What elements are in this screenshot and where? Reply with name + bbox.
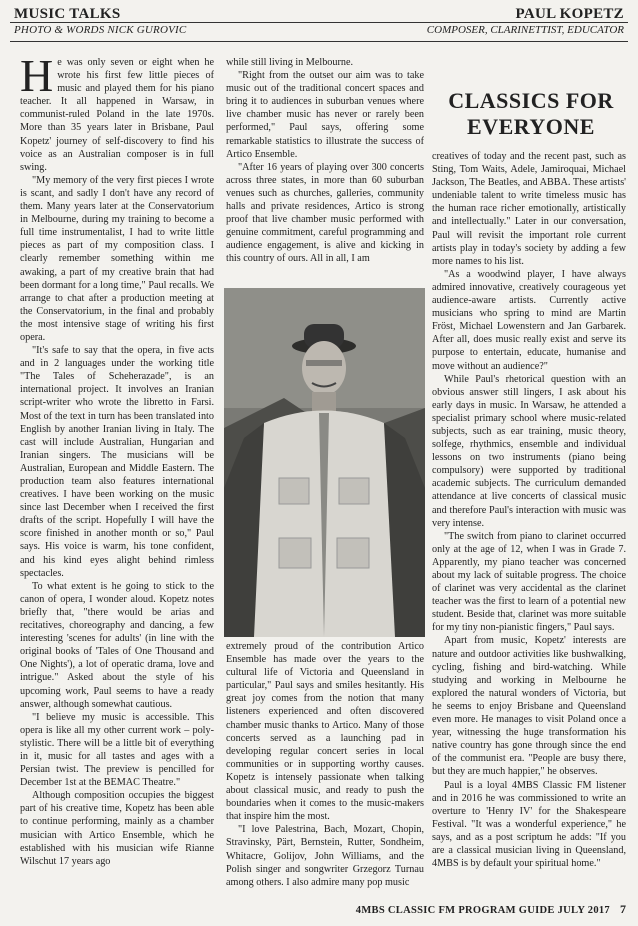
page-number: 7 <box>620 902 626 916</box>
portrait-photo-icon <box>224 288 425 637</box>
header-divider <box>10 22 628 23</box>
paragraph: "I believe my music is accessible. This opera is like all my other current work – poly-stylistic. There will be a little bit of everything in it, music for all tastes and ages with a Persian twist. The preview is pencilled for December 1st at the BEMAC Theatre." <box>20 711 214 789</box>
headline-line-2: EVERYONE <box>467 114 595 139</box>
subject-roles: COMPOSER, CLARINETTIST, EDUCATOR <box>426 24 624 36</box>
paragraph: Although composition occupies the biggest part of his creative time, Kopetz has been able to continue performing, mainly as a chamber musician with Artico Ensemble, which he established with his musician wife Rianne Wilschut 17 years ago <box>20 790 214 867</box>
footer-publication: 4MBS CLASSIC FM PROGRAM GUIDE JULY 2017 <box>355 905 610 916</box>
paragraph: He was only seven or eight when he wrote his first few little pieces of music and played them for his piano teacher. It all happened in Warsaw, in communist-ruled Poland in the late 1970s. More than 35 years later in Brisbane, Paul Kopetz' journey of self-discovery to find his voice as an Australian composer is in full swing. <box>20 56 214 173</box>
paragraph: Paul is a loyal 4MBS Classic FM listener and in 2016 he was commissioned to write an overture to 'Henry IV' for the Shakespeare Festival. "It was a wonderful experience," he says, and as a post scriptum he adds: "If you are a classical musician living in Queensland, 4MBS is by default your spiritual home." <box>432 779 626 870</box>
paragraph: extremely proud of the contribution Artico Ensemble has made over the years to the cultural life of Victoria and Queensland in particular," Paul says and smiles hesitantly. His great joy comes from the notion that many listeners experienced and often discovered chamber music thanks to Artico. Many of those concerts served as a launching pad in developing regular concert series in local communities or in supporting worthy causes. Kopetz is intensely passionate when talking about classical music, and ready to push the boundaries when it comes to the music-makers that inspire him the most. <box>226 641 424 823</box>
article-column-2-top <box>226 56 424 282</box>
paragraph: "Right from the outset our aim was to take music out of the traditional concert spaces and bring it to audiences in suburban venues where live chamber music has never or rarely been performed," Paul says, offering some remarkable statistics to illustrate the success of Artico Ensemble. <box>226 70 424 160</box>
headline-line-1: CLASSICS FOR <box>448 88 614 113</box>
paragraph: "As a woodwind player, I have always admired innovative, creatively courageous yet audience-aware artists. Currently active musicians who spring to mind are Martin Fröst, Michael Lowenstern and Jan Garbarek. After all, does music really exist and serve its purpose to entertain, educate, humanise and move without an audience?" <box>432 268 626 372</box>
section-title: MUSIC TALKS <box>14 6 121 22</box>
paragraph: "I love Palestrina, Bach, Mozart, Chopin, Stravinsky, Pärt, Bernstein, Rutter, Sondheim, Whitacre, Golijov, John Williams, and the Polish singer and songwriter Grzegorz Turnau among others. I also admire many pop music <box>226 824 424 888</box>
paragraph: "My memory of the very first pieces I wrote is scant, and sadly I don't have any record of them. Many years later at the Conservatorium in Melbourne, during my training to become a full time instrumentalist, I had to write little pieces as part of my composition class. I clearly remember something within me awaking, a part of my creative brain that had been dormant for a long time," Paul recalls. We arrange to chat after a production meeting at the Conservatorium, in the final and probably the most intensive stage of writing his first opera. <box>20 174 214 343</box>
article-column-3 <box>432 150 626 888</box>
paragraph: creatives of today and the recent past, such as Sting, Tom Waits, Adele, Jamiroquai, Michael Jackson, The Beatles, and ABBA. These artists' undeniable talent to write timeless music has the human race richer emotionally, artistically and intellectually." Later in our conversation, Paul will revisit the important role current artists play in today's society by adding a few more names to his list. <box>432 151 626 267</box>
subject-name: PAUL KOPETZ <box>515 6 624 22</box>
byline: PHOTO & WORDS NICK GUROVIC <box>14 24 187 36</box>
paragraph: Apart from music, Kopetz' interests are nature and outdoor activities like bushwalking, cycling, fishing and bird-watching. While studying and working in Melbourne he explored the natural wonders of Victoria, but he seems to enjoy Brisbane and Queensland even more. He manages to visit Poland once a year, witnessing the huge transformation his native country has gone through since the end of the communist era. "People are busy there, but they are much happier," he observes. <box>432 635 626 778</box>
portrait-photo <box>224 288 425 637</box>
paragraph: "The switch from piano to clarinet occurred only at the age of 12, when I was in Grade 7. Apparently, my piano teacher was concerned about my lack of suitable progress. The choice of clarinet was very accidental as the clarinet teacher was the first to learn of a potential new student. Beside that, clarinet was more suitable for my tiny non-pianistic fingers," Paul says. <box>432 530 626 634</box>
paragraph: "After 16 years of playing over 300 concerts across three states, in more than 60 suburban venues such as churches, galleries, community halls and private residences, Artico is strong proof that live chamber music performed with genuine commitment, careful programming and audience engagement, is alive and kicking in this country of ours. All in all, I am <box>226 161 424 265</box>
paragraph: While Paul's rhetorical question with an obvious answer still lingers, I ask about his early days in music. In Warsaw, he attended a specialist primary school where music-related subjects, such as ear training, music theory, solfege, rhythmics, ensemble and individual lessons on two instruments (piano being compulsory) were supported by traditional academic subjects. The curriculum demanded attendance at live concerts of classical music and therefore Paul's interaction with music was very intense. <box>432 373 626 529</box>
drop-cap: H <box>20 56 54 101</box>
paragraph: To what extent is he going to stick to the canon of opera, I wonder aloud. Kopetz notes briefly that, "there would be arias and recitatives, choreography and dancing, a few interesting 'scenes for adults' (in line with the original books of 'Tales of One Thousand and One Nights'), a lot of operatic drama, love and intrigue." Asked about the style of his upcoming work, Paul seems to have a ready answer, although somewhat cautious. <box>20 580 214 710</box>
paragraph: while still living in Melbourne. <box>226 57 354 68</box>
article-column-2-bottom <box>226 640 424 912</box>
article-column-1 <box>20 56 214 910</box>
header-divider-lower <box>10 41 628 42</box>
paragraph: "It's safe to say that the opera, in five acts and in 2 languages under the working title "The Tales of Scheherazade", is an international project. It involves an Iranian script-writer who wrote the libretto in Farsi. Most of the text in turn has been translated into English by another Iranian living in Italy. The cast will include Australian, Hungarian and Iranian singers. The musicians will be Australian, European and Middle Eastern. The production team also features international creatives. I have been working on the music since last December when I received the first drafts of the script. Hopefully I will have the score finished in another month or so," Paul says. His voice is warm, his tone confident, and his kind eyes alight behind rimless spectacles. <box>20 345 214 579</box>
headline <box>436 88 626 140</box>
